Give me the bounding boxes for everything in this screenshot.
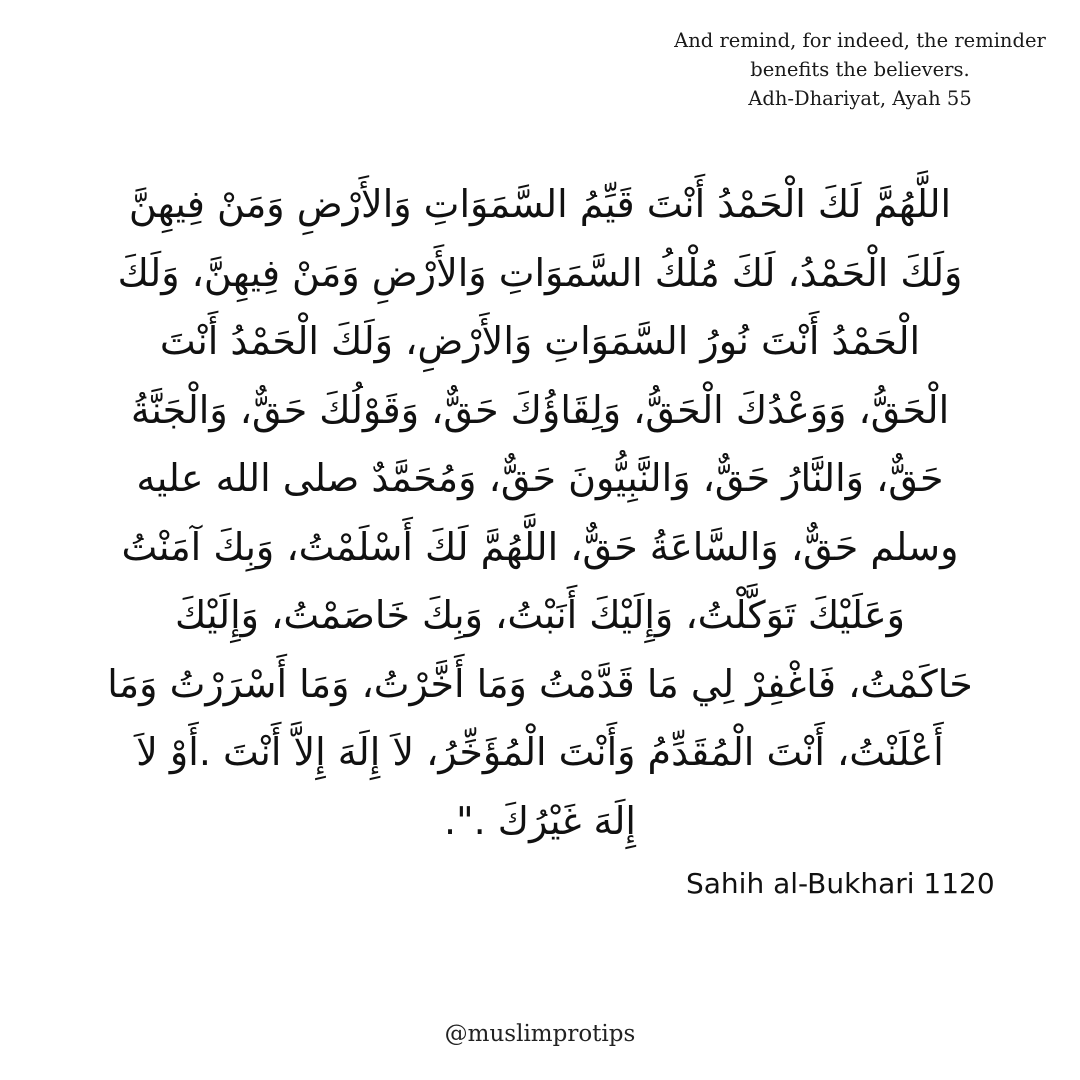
dua-line: حَقٌّ، وَالنَّارُ حَقٌّ، وَالنَّبِيُّونَ حَقٌّ، وَمُحَمَّدٌ صلى الله عليه xyxy=(136,456,944,500)
quote-line-1: And remind, for indeed, the reminder xyxy=(674,29,1046,52)
hadith-source: Sahih al-Bukhari 1120 xyxy=(686,867,995,900)
dua-line: اللَّهُمَّ لَكَ الْحَمْدُ أَنْتَ قَيِّمُ السَّمَوَاتِ وَالأَرْضِ وَمَنْ فِيهِنَّ xyxy=(128,182,952,226)
dua-line: الْحَقُّ، وَوَعْدُكَ الْحَقُّ، وَلِقَاؤُكَ حَقٌّ، وَقَوْلُكَ حَقٌّ، وَالْجَنَّةُ xyxy=(130,387,950,432)
dua-text xyxy=(70,170,1010,855)
dua-line: وَلَكَ الْحَمْدُ، لَكَ مُلْكُ السَّمَوَاتِ وَالأَرْضِ وَمَنْ فِيهِنَّ، وَلَكَ xyxy=(117,250,963,295)
dua-line: الْحَمْدُ أَنْتَ نُورُ السَّمَوَاتِ وَالأَرْضِ، وَلَكَ الْحَمْدُ أَنْتَ xyxy=(159,319,921,363)
dua-line: وَعَلَيْكَ تَوَكَّلْتُ، وَإِلَيْكَ أَنَبْتُ، وَبِكَ خَاصَمْتُ، وَإِلَيْكَ xyxy=(175,593,905,637)
dua-line: إِلَهَ غَيْرُكَ .". xyxy=(444,798,636,843)
dua-line: أَعْلَنْتُ، أَنْتَ الْمُقَدِّمُ وَأَنْتَ الْمُؤَخِّرُ، لاَ إِلَهَ إِلاَّ أَنْتَ .أَوْ لاَ xyxy=(136,730,944,774)
social-handle: @muslimprotips xyxy=(444,1021,636,1047)
dua-line: وسلم حَقٌّ، وَالسَّاعَةُ حَقٌّ، اللَّهُمَّ لَكَ أَسْلَمْتُ، وَبِكَ آمَنْتُ xyxy=(121,524,959,569)
quote-reference: Adh-Dhariyat, Ayah 55 xyxy=(748,87,972,110)
header-quote xyxy=(640,26,1080,113)
quote-line-2: benefits the believers. xyxy=(750,58,970,81)
dua-line: حَاكَمْتُ، فَاغْفِرْ لِي مَا قَدَّمْتُ وَمَا أَخَّرْتُ، وَمَا أَسْرَرْتُ وَمَا xyxy=(107,661,973,706)
